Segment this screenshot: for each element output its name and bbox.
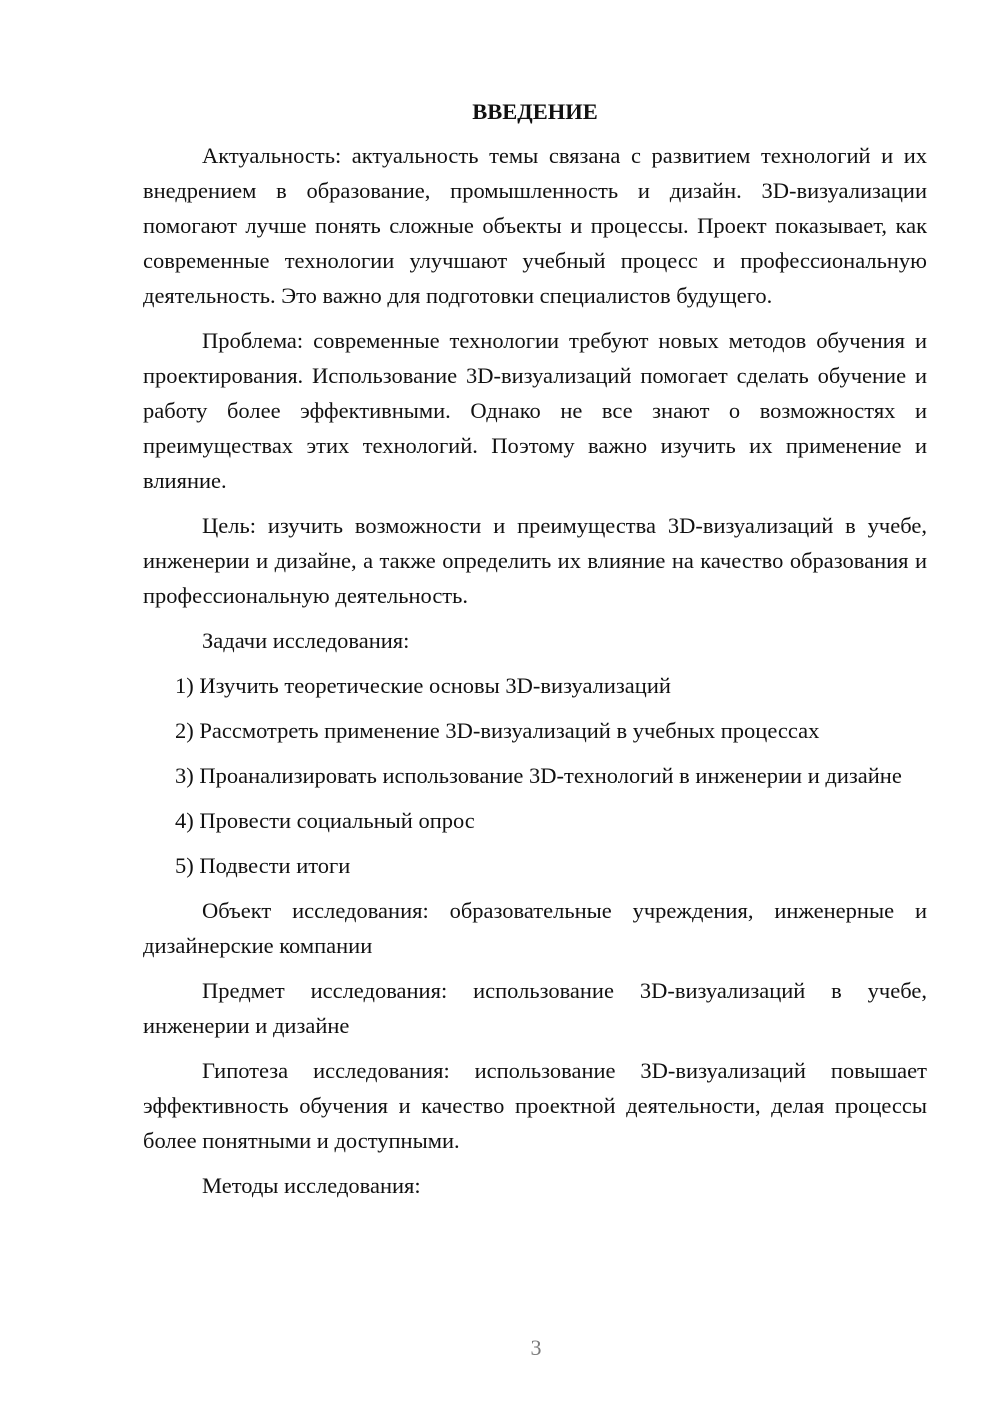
tasks-heading: Задачи исследования: bbox=[202, 628, 410, 653]
tasks-list bbox=[143, 668, 927, 883]
page-title: ВВЕДЕНИЕ bbox=[472, 99, 598, 124]
document-page bbox=[143, 96, 927, 1213]
task-item-1: 1) Изучить теоретические основы 3D-визуализаций bbox=[175, 673, 671, 698]
paragraph-hypothesis: Гипотеза исследования: использование 3D-визуализаций повышает эффективность обучения и качество проектной деятельности, делая процессы более понятными и доступными. bbox=[143, 1058, 927, 1153]
paragraph-relevance: Актуальность: актуальность темы связана с развитием технологий и их внедрением в образование, промышленность и дизайн. 3D-визуализации помогают лучше понять сложные объекты и процессы. Проект показывает, как современные технологии улучшают учебный процесс и профессиональную деятельность. Это важно для подготовки специалистов будущего. bbox=[143, 143, 927, 308]
paragraph-subject: Предмет исследования: использование 3D-визуализаций в учебе, инженерии и дизайне bbox=[143, 978, 927, 1038]
page-number: 3 bbox=[530, 1335, 542, 1360]
paragraph-object: Объект исследования: образовательные учреждения, инженерные и дизайнерские компании bbox=[143, 898, 927, 958]
paragraph-problem: Проблема: современные технологии требуют новых методов обучения и проектирования. Использование 3D-визуализаций помогает сделать обучение и работу более эффективными. Однако не все знают о возможностях и преимуществах этих технологий. Поэтому важно изучить их применение и влияние. bbox=[143, 328, 927, 493]
task-item-3: 3) Проанализировать использование 3D-технологий в инженерии и дизайне bbox=[175, 763, 902, 788]
task-item-2: 2) Рассмотреть применение 3D-визуализаций в учебных процессах bbox=[175, 718, 820, 743]
task-item-5: 5) Подвести итоги bbox=[175, 853, 351, 878]
task-item-4: 4) Провести социальный опрос bbox=[175, 808, 475, 833]
methods-heading: Методы исследования: bbox=[202, 1173, 421, 1198]
paragraph-goal: Цель: изучить возможности и преимущества 3D-визуализаций в учебе, инженерии и дизайне, а также определить их влияние на качество образования и профессиональную деятельность. bbox=[143, 513, 927, 608]
